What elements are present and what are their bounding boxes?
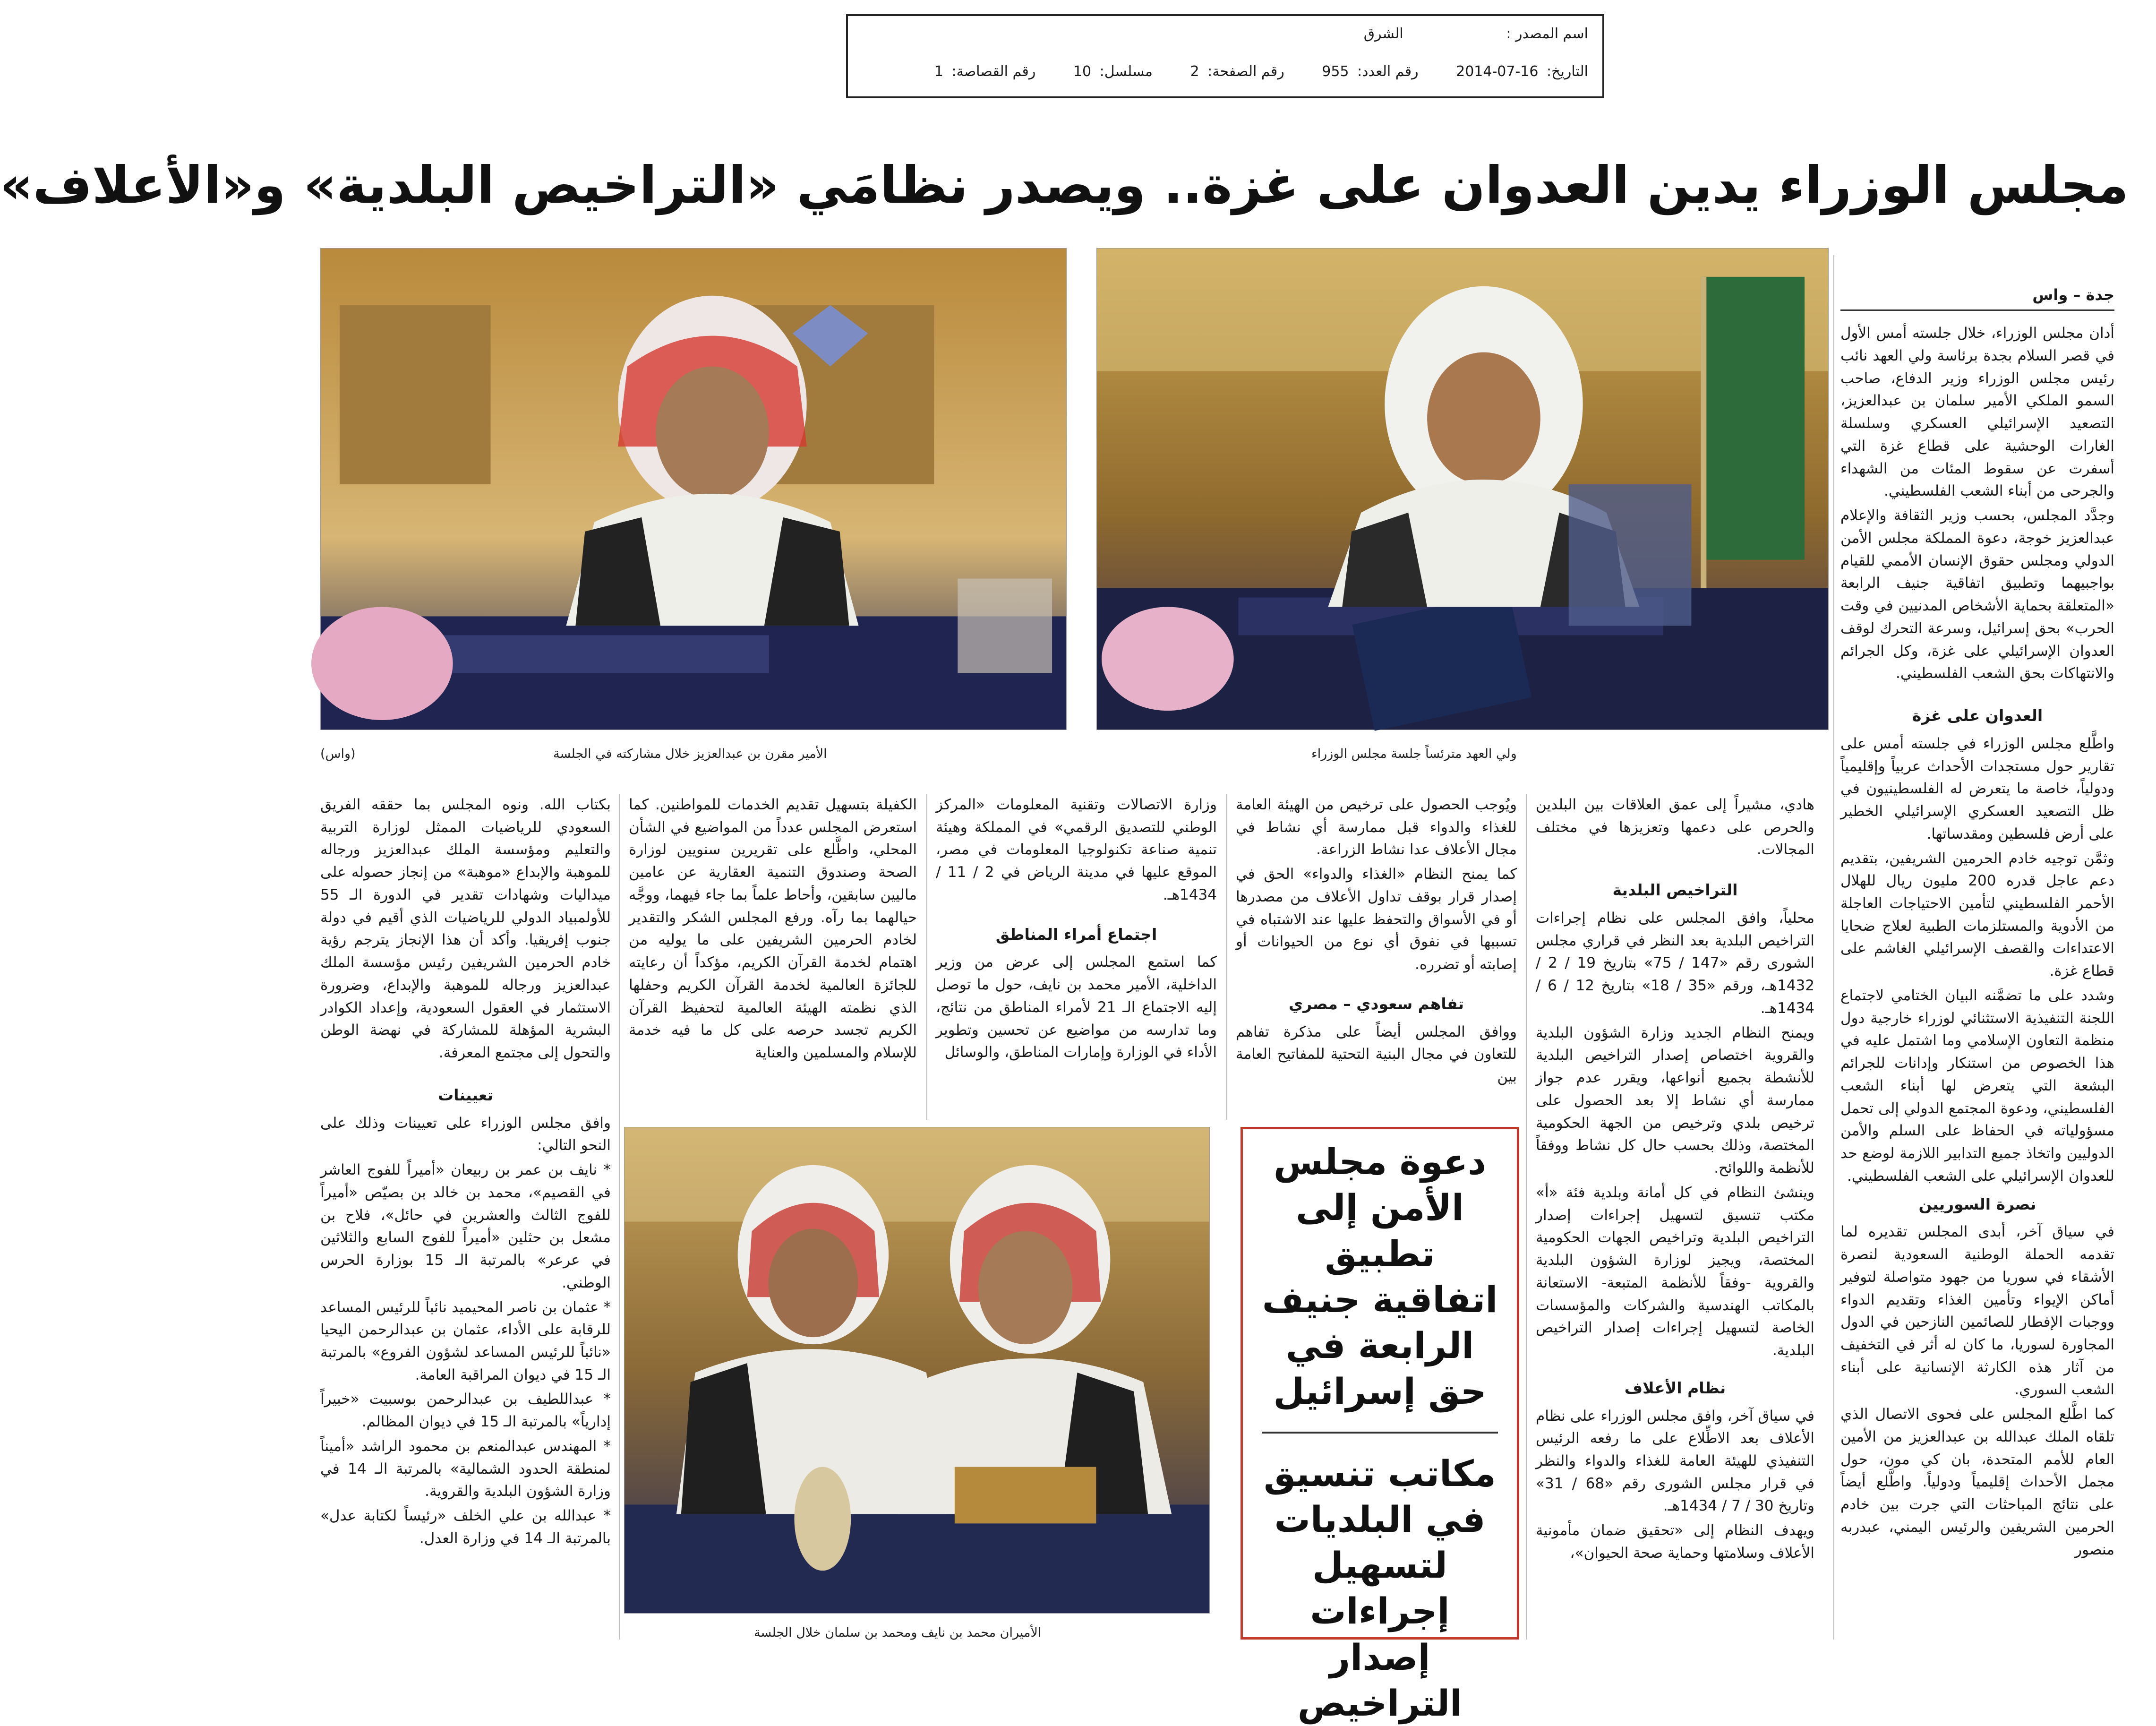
paragraph: بكتاب الله. ونوه المجلس بما حققه الفريق السعودي للرياضيات الممثل لوزارة التربية والتعليم ومؤسسة الملك عبدالعزيز ورجاله للموهبة والإبداع «موهبة» من إنجاز حصوله على ميداليات وشهادات تقدير في الدورة الـ 55 للأولمبياد الدولي للرياضيات الذي أقيم في دولة جنوب إفريقيا. وأكد أن هذا الإنجاز يترجم رؤية خادم الحرمين الشريفين رئيس مؤسسة الملك عبدالعزيز ورجاله للموهبة والإبداع، وضرورة الاستثمار في العقول السعودية، وإعداد الكوادر البشرية المؤهلة للمشاركة في نهضة الوطن والتحول إلى مجتمع المعرفة. [320, 796, 611, 1062]
paragraph: الكفيلة بتسهيل تقديم الخدمات للمواطنين. كما استعرض المجلس عدداً من المواضيع في الشأن المحلي، واطَّلع على تقريرين سنويين لوزارة الصحة وصندوق التنمية العقارية عن عامين ماليين سابقين، وأحاط علماً بما جاء فيهما، ووجَّه حيالهما بما رآه. ورفع المجلس الشكر والتقدير لخادم الحرمين الشريفين على ما يوليه من اهتمام لخدمة القرآن الكريم، مؤكداً أن رعايته للجائزة العالمية لخدمة القرآن الكريم وحفلها الذي نظمته الهيئة العالمية لتحفيظ القرآن الكريم تجسد حرصه على كل ما فيه خدمة للإسلام والمسلمين والعناية [629, 796, 917, 1062]
source-name-label: اسم المصدر : [1506, 26, 1588, 42]
paragraph: وشدد على ما تضمَّنه البيان الختامي لاجتماع اللجنة التنفيذية الاستثنائي لوزراء خارجية دول منظمة التعاون الإسلامي وما اشتمل عليه في هذا الخصوص من استنكار وإدانات للجرائم البشعة التي يتعرض لها أبناء الشعب الفلسطيني، ودعوة المجتمع الدولي إلى تحمل مسؤولياته في الحفاظ على السلم والأمن الدوليين واتخاذ جميع التدابير اللازمة لوضع حد للعدوان الإسرائيلي على الشعب الفلسطيني. [1840, 987, 2114, 1185]
column-rule [926, 794, 927, 1120]
subheading-saudi-egypt-mou: تفاهم سعودي – مصري [1289, 994, 1464, 1013]
column-3 [1236, 794, 1517, 1115]
paragraph: ويهدف النظام إلى «تحقيق ضمان مأمونية الأعلاف وسلامتها وحماية صحة الحيوان»، [1536, 1522, 1814, 1562]
serial-label: مسلسل: [1099, 63, 1153, 80]
source-meta-row [901, 63, 1588, 80]
subheading-feed-system: نظام الأعلاف [1624, 1378, 1726, 1397]
column-rule [1226, 794, 1227, 1120]
paragraph: هادي، مشيراً إلى عمق العلاقات بين البلدين والحرص على دعمها وتعزيزها في مختلف المجالات. [1536, 796, 1814, 859]
appointment-item: * نايف بن عمر بن ربيعان «أميراً للفوج العاشر في القصيم»، محمد بن خالد بن بصيّص «أميراً للفوج الثالث والعشرين في حائل»، فلاح بن مشعل بن حثلين «أميراً للفوج السابع والثلاثين في عرعر» بالمرتبة الـ 15 بوزارة الحرس الوطني. [320, 1161, 611, 1291]
clip-value: 1 [934, 63, 943, 80]
appointment-item: * عثمان بن ناصر المحيميد نائباً للرئيس المساعد للرقابة على الأداء، عثمان بن عبدالرحمن اليحيا «نائباً للرئيس المساعد لشؤون الفروع» بالمرتبة الـ 15 في ديوان المراقبة العامة. [320, 1298, 611, 1383]
callout-quote-security-council: دعوة مجلس الأمن إلى تطبيق اتفاقية جنيف الرابعة في حق إسرائيل [1262, 1141, 1498, 1413]
caption-photo-right: ولي العهد مترئساً جلسة مجلس الوزراء [1311, 747, 1517, 761]
caption-photo-left: الأمير مقرن بن عبدالعزيز خلال مشاركته في الجلسة [553, 747, 827, 761]
clip-label: رقم القصاصة: [951, 63, 1036, 80]
column-2 [1536, 794, 1814, 1567]
paragraph: كما يمنح النظام «الغذاء والدواء» الحق في إصدار قرار بوقف تداول الأعلاف من مصدرها أو في الأسواق والتحفظ عليها عند الاشتباه في تسببها في نفوق أي نوع من الحيوانات أو إصابته أو تضرره. [1236, 866, 1517, 973]
appointment-item: * عبدالله بن علي الخلف «رئيساً لكتابة عدل» بالمرتبة الـ 14 في وزارة العدل. [320, 1507, 611, 1547]
paragraph: في سياق آخر، أبدى المجلس تقديره لما تقدمه الحملة الوطنية السعودية لنصرة الأشقاء في سوريا من جهود متواصلة لتوفير أماكن الإيواء وتأمين الغذاء وتقديم الدواء ووجبات الإفطار للصائمين النازحين في الدول المجاورة لسوريا، ما كان له أثر في التخفيف من آثار هذه الكارثة الإنسانية على أبناء الشعب السوري. [1840, 1223, 2114, 1399]
page-label: رقم الصفحة: [1207, 63, 1284, 80]
page-value: 2 [1190, 63, 1199, 80]
paragraph: كما استمع المجلس إلى عرض من وزير الداخلية، الأمير محمد بن نايف، حول ما توصل إليه الاجتماع الـ 21 لأمراء المناطق من نتائج، وما تدارسه من مواضيع عن تحسين وتطوير الأداء في الوزارة وإمارات المناطق، والوسائل [936, 953, 1217, 1061]
column-rule [619, 794, 620, 1640]
dateline: جدة – واس [1840, 283, 2114, 311]
appointment-item: * المهندس عبدالمنعم بن محمود الراشد «أميناً لمنطقة الحدود الشمالية» بالمرتبة الـ 14 في وزارة الشؤون البلدية والقروية. [320, 1437, 611, 1500]
column-6 [320, 794, 611, 1552]
headline: مجلس الوزراء يدين العدوان على غزة.. ويصدر نظامَي «التراخيص البلدية» و«الأعلاف» [0, 156, 2129, 215]
issue-label: رقم العدد: [1357, 63, 1419, 80]
column-rule [1833, 255, 1834, 1640]
source-name-value: الشرق [1363, 26, 1403, 42]
subheading-gaza: العدوان على غزة [1912, 706, 2043, 725]
paragraph: وثمَّن توجيه خادم الحرمين الشريفين، بتقديم دعم عاجل قدره 200 مليون ريال للهلال الأحمر الفلسطيني لتأمين الاحتياجات العاجلة من الأدوية والمستلزمات الطبية لعلاج ضحايا الاعتداءات والقصف الإسرائيلي الغاشم على قطاع غزة. [1840, 850, 2114, 980]
date-value: 2014-07-16 [1456, 63, 1539, 80]
paragraph: كما اطَّلع المجلس على فحوى الاتصال الذي تلقاه الملك عبدالله بن عبدالعزيز من الأمين العام للأمم المتحدة، بان كي مون، حول مجمل الأحداث إقليمياً ودولياً. واطَّلع أيضاً على نتائج المباحثات التي جرت بين خادم الحرمين الشريفين والرئيس اليمني، عبدربه منصور [1840, 1406, 2114, 1558]
subheading-emirs-meeting: اجتماع أمراء المناطق [995, 925, 1157, 944]
appointment-item: * عبداللطيف بن عبدالرحمن بوسبيت «خبيراً إدارياً» بالمرتبة الـ 15 في ديوان المظالم. [320, 1391, 611, 1431]
issue-value: 955 [1322, 63, 1349, 80]
source-name-row [1331, 26, 1588, 42]
column-5 [629, 794, 917, 1115]
date-label: التاريخ: [1547, 63, 1588, 80]
caption-photo-bottom: الأميران محمد بن نايف ومحمد بن سلمان خلال الجلسة [754, 1625, 1042, 1640]
paragraph: وجدَّد المجلس، بحسب وزير الثقافة والإعلام عبدالعزيز خوجة، دعوة المملكة مجلس الأمن الدولي ومجلس حقوق الإنسان الأممي للقيام بواجبيهما وتطبيق اتفاقية جنيف الرابعة «المتعلقة بحماية الأشخاص المدنيين في وقت الحرب» بحق إسرائيل، وسرعة التحرك لوقف العدوان الإسرائيلي على غزة، وكل الجرائم والانتهاكات بحق الشعب الفلسطيني. [1840, 507, 2114, 682]
callout-divider [1262, 1432, 1498, 1434]
subheading-appointments: تعيينات [438, 1085, 493, 1104]
caption-photo-credit: (واس) [320, 747, 356, 761]
subheading-syria: نصرة السوريين [1918, 1194, 2036, 1213]
photo-two-princes [624, 1127, 1210, 1614]
paragraph: وينشئ النظام في كل أمانة وبلدية فئة «أ» مكتب تنسيق لتسهيل إجراءات إصدار التراخيص البلدية وتراخيص الجهات الحكومية المختصة، ويجيز لوزارة الشؤون البلدية والقروية -وفقاً للأنظمة المتبعة- الاستعانة بالمكاتب الهندسية والشركات والمؤسسات الخاصة لتسهيل إجراءات إصدار التراخيص البلدية. [1536, 1184, 1814, 1359]
photo-prince-muqrin [320, 248, 1067, 730]
column-1 [1840, 283, 2114, 1563]
source-info-box [846, 14, 1604, 98]
paragraph: وزارة الاتصالات وتقنية المعلومات «المركز الوطني للتصديق الرقمي» في المملكة وهيئة تنمية صناعة تكنولوجيا المعلومات في مصر، الموقع عليها في مدينة الرياض في 2 / 11 / 1434هـ. [936, 796, 1217, 903]
photo-crown-prince [1096, 248, 1829, 730]
paragraph: في سياق آخر، وافق مجلس الوزراء على نظام الأعلاف بعد الاطِّلاع على ما رفعه الرئيس التنفيذي للهيئة العامة للغذاء والدواء والنظر في قرار مجلس الشورى رقم «68 / 31» وتاريخ 30 / 7 / 1434هـ. [1536, 1407, 1814, 1515]
paragraph: واطَّلع مجلس الوزراء في جلسته أمس على تقارير حول مستجدات الأحداث عربياً وإقليمياً ودولياً، خاصة ما يتعرض له الفلسطينيون في ظل التصعيد العسكري الإسرائيلي الخطير على أرض فلسطين ومقدساتها. [1840, 735, 2114, 842]
paragraph: أدان مجلس الوزراء، خلال جلسته أمس الأول في قصر السلام بجدة برئاسة ولي العهد نائب رئيس مجلس الوزراء وزير الدفاع، صاحب السمو الملكي الأمير سلمان بن عبدالعزيز، التصعيد الإسرائيلي العسكري وسلسلة الغارات الوحشية على قطاع غزة التي أسفرت عن سقوط المئات من الشهداء والجرحى من أبناء الشعب الفلسطيني. [1840, 325, 2114, 500]
column-rule [1526, 794, 1527, 1640]
paragraph: ووافق المجلس أيضاً على مذكرة تفاهم للتعاون في مجال البنية التحتية للمفاتيح العامة بين [1236, 1023, 1517, 1086]
paragraph: ويُوجب الحصول على ترخيص من الهيئة العامة للغذاء والدواء قبل ممارسة أي نشاط في مجال الأعلاف عدا نشاط الزراعة. [1236, 796, 1517, 859]
subheading-municipal-licenses: التراخيص البلدية [1612, 881, 1738, 900]
callout-box [1241, 1127, 1519, 1724]
column-4 [936, 794, 1217, 1115]
paragraph: ويمنح النظام الجديد وزارة الشؤون البلدية والقروية اختصاص إصدار التراخيص البلدية للأنشطة بجميع أنواعها، ويقرر عدم جواز ممارسة أي نشاط إلا بعد الحصول على ترخيص بلدي وترخيص من الجهة الحكومية المختصة، وذلك بحسب حال كل نشاط ووفقاً للأنظمة واللوائح. [1536, 1024, 1814, 1177]
paragraph: محلياً، وافق المجلس على نظام إجراءات التراخيص البلدية بعد النظر في قراري مجلس الشورى رقم «147 / 75» بتاريخ 19 / 2 / 1432هـ، ورقم «35 / 18» بتاريخ 12 / 6 / 1434هـ. [1536, 910, 1815, 1017]
callout-quote-offices: مكاتب تنسيق في البلديات لتسهيل إجراءات إصدار التراخيص [1264, 1452, 1496, 1724]
serial-value: 10 [1073, 63, 1092, 80]
paragraph: وافق مجلس الوزراء على تعيينات وذلك على النحو التالي: [320, 1114, 611, 1154]
